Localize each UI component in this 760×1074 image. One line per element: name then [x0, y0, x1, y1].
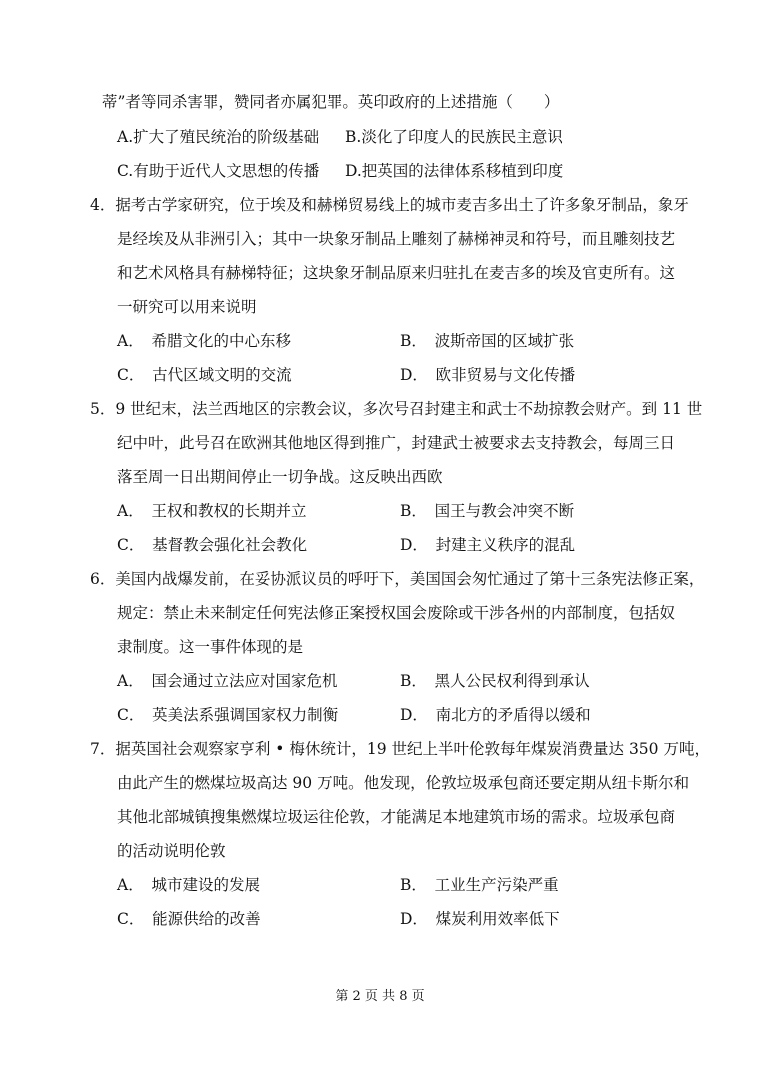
q5-option-d: D． 封建主义秩序的混乱	[400, 536, 576, 554]
q6-stem-line-2: 规定：禁止未来制定任何宪法修正案授权国会废除或干涉各州的内部制度，包括奴	[117, 604, 676, 622]
q5-option-b: B． 国王与教会冲突不断	[400, 502, 575, 520]
q4-stem-line-1: 4．据考古学家研究，位于埃及和赫梯贸易线上的城市麦吉多出土了许多象牙制品，象牙	[90, 196, 689, 214]
q5-stem-line-1: 5．9 世纪末，法兰西地区的宗教会议，多次号召封建主和武士不劫掠教会财产。到 11 世	[90, 400, 703, 418]
q6-option-d: D． 南北方的矛盾得以缓和	[400, 706, 591, 724]
q6-stem-line-1: 6．美国内战爆发前，在妥协派议员的呼吁下，美国国会匆忙通过了第十三条宪法修正案，	[90, 570, 705, 588]
q4-stem-line-2: 是经埃及从非洲引入；其中一块象牙制品上雕刻了赫梯神灵和符号，而且雕刻技艺	[117, 230, 676, 248]
q5-option-a: A． 王权和教权的长期并立	[117, 502, 307, 520]
q4-option-b: B． 波斯帝国的区域扩张	[400, 332, 575, 350]
q4-option-c: C． 古代区域文明的交流	[117, 366, 292, 384]
q7-option-c: C． 能源供给的改善	[117, 910, 261, 928]
q6-option-c: C． 英美法系强调国家权力制衡	[117, 706, 339, 724]
q4-stem-line-4: 一研究可以用来说明	[117, 298, 257, 316]
q5-stem-line-3: 落至周一日出期间停止一切争战。这反映出西欧	[117, 468, 443, 486]
page-number-footer: 第 2 页 共 8 页	[335, 989, 425, 1004]
q4-option-a: A． 希腊文化的中心东移	[117, 332, 291, 350]
q7-stem-line-4: 的活动说明伦敦	[117, 842, 226, 860]
q3-option-c: C.有助于近代人文思想的传播	[117, 162, 320, 180]
q3-stem-tail: 蒂”者等同杀害罪，赞同者亦属犯罪。英印政府的上述措施（ ）	[102, 93, 560, 111]
q3-option-a: A.扩大了殖民统治的阶级基础	[117, 128, 320, 146]
q7-stem-line-1: 7．据英国社会观察家亨利 • 梅休统计，19 世纪上半叶伦敦每年煤炭消费量达 350 万吨，	[90, 740, 710, 758]
q7-option-d: D． 煤炭利用效率低下	[400, 910, 560, 928]
q7-stem-line-3: 其他北部城镇搜集燃煤垃圾运往伦敦，才能满足本地建筑市场的需求。垃圾承包商	[117, 808, 676, 826]
q6-option-b: B． 黑人公民权利得到承认	[400, 672, 590, 690]
q6-stem-line-3: 隶制度。这一事件体现的是	[117, 638, 304, 656]
q4-stem-line-3: 和艺术风格具有赫梯特征；这块象牙制品原来归驻扎在麦吉多的埃及官吏所有。这	[117, 264, 676, 282]
q7-stem-line-2: 由此产生的燃煤垃圾高达 90 万吨。他发现，伦敦垃圾承包商还要定期从纽卡斯尔和	[117, 774, 690, 792]
q7-option-a: A． 城市建设的发展	[117, 876, 260, 894]
q4-option-d: D． 欧非贸易与文化传播	[400, 366, 576, 384]
q5-stem-line-2: 纪中叶，此号召在欧洲其他地区得到推广，封建武士被要求去支持教会，每周三日	[117, 434, 676, 452]
q3-option-b: B.淡化了印度人的民族民主意识	[345, 128, 563, 146]
q3-option-d: D.把英国的法律体系移植到印度	[345, 162, 564, 180]
q5-option-c: C． 基督教会强化社会教化	[117, 536, 308, 554]
q7-option-b: B． 工业生产污染严重	[400, 876, 559, 894]
q6-option-a: A． 国会通过立法应对国家危机	[117, 672, 338, 690]
